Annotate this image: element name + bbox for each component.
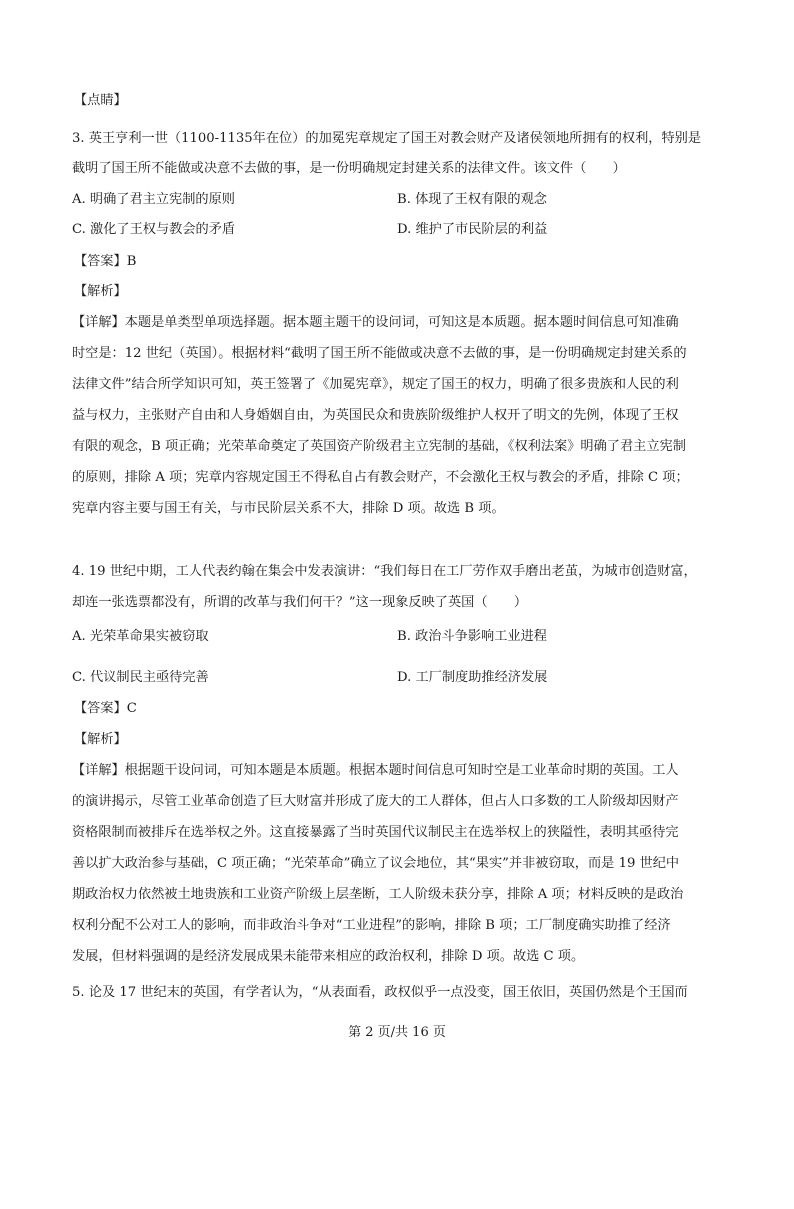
q3-detail-line-2: 时空是：12 世纪（英国）。根据材料“截明了国王所不能做或决意不去做的事，是一份明确规定封建关系的 [72,346,687,361]
q3-option-a: A. 明确了君主立宪制的原则 [72,192,235,207]
q3-detail-line-1: 【详解】本题是单类型单项选择题。据本题主题干的设问词，可知这是本质题。据本题时间信息可知准确 [72,315,679,330]
q4-detail-line-2: 的演讲揭示，尽管工业革命创造了巨大财富并形成了庞大的工人群体，但占人口多数的工人阶级却因财产 [72,794,679,809]
q3-option-c: C. 激化了王权与教会的矛盾 [72,222,236,237]
q3-stem-line-2: 截明了国王所不能做或决意不去做的事，是一份明确规定封建关系的法律文件。该文件（ ） [72,161,626,176]
q4-jiexi-label: 【解析】 [74,732,127,747]
q3-detail-line-3: 法律文件”结合所学知识可知，英王签署了《加冕宪章》，规定了国王的权力，明确了很多贵族和人民的利 [72,377,679,392]
q4-option-b: B. 政治斗争影响工业进程 [397,629,547,644]
q4-option-c: C. 代议制民主亟待完善 [72,670,209,685]
q3-detail-line-6: 的原则，排除 A 项；宪章内容规定国王不得私自占有教会财产，不会激化王权与教会的矛盾，排除 C 项； [72,470,689,485]
q4-answer: 【答案】C [74,701,137,716]
q3-answer: 【答案】B [74,254,137,269]
q4-detail-line-5: 期政治权力依然被土地贵族和工业资产阶级上层垄断，工人阶级未获分享，排除 A 项；材料反映的是政治 [72,887,684,902]
q3-detail-line-4: 益与权力，主张财产自由和人身婚姻自由，为英国民众和贵族阶级维护人权开了明文的先例，体现了王权 [72,408,679,423]
q4-option-d: D. 工厂制度助推经济发展 [397,670,548,685]
q3-option-d: D. 维护了市民阶层的利益 [397,222,548,237]
q4-detail-line-1: 【详解】根据题干设问词，可知本题是本质题。根据本题时间信息可知时空是工业革命时期的英国。工人 [72,763,679,778]
q3-stem-line-1: 3. 英王亨利一世（1100-1135年在位）的加冕宪章规定了国王对教会财产及诸侯领地所拥有的权利，特别是 [72,131,702,146]
q3-detail-line-5: 有限的观念，B 项正确；光荣革命奠定了英国资产阶级君主立宪制的基础，《权利法案》明确了君主立宪制 [72,439,686,454]
q4-detail-line-4: 善以扩大政治参与基础，C 项正确；“光荣革命”确立了议会地位，其“果实”并非被窃取，而是 19 世纪中 [72,856,680,871]
q3-detail-line-7: 宪章内容主要与国王有关，与市民阶层关系不大，排除 D 项。故选 B 项。 [72,501,505,516]
q3-jiexi-label: 【解析】 [74,284,127,299]
q5-stem-line-1: 5. 论及 17 世纪末的英国，有学者认为，“从表面看，政权似乎一点没变，国王依旧，英国仍然是个王国而 [72,985,688,1000]
page-footer: 第 2 页/共 16 页 [348,1025,446,1040]
q4-stem-line-2: 却连一张选票都没有，所谓的改革与我们何干？”这一现象反映了英国（ ） [72,595,528,610]
q4-detail-line-3: 资格限制而被排斥在选举权之外。这直接暴露了当时英国代议制民主在选举权上的狭隘性，表明其亟待完 [72,825,679,840]
q4-option-a: A. 光荣革命果实被窃取 [72,629,209,644]
q3-option-b: B. 体现了王权有限的观念 [397,192,547,207]
q4-stem-line-1: 4. 19 世纪中期，工人代表约翰在集会中发表演讲：“我们每日在工厂劳作双手磨出老茧，为城市创造财富， [72,564,697,579]
q4-detail-line-7: 发展，但材料强调的是经济发展成果未能带来相应的政治权利，排除 D 项。故选 C 项。 [72,949,585,964]
dianjing-label: 【点睛】 [74,93,127,108]
q4-detail-line-6: 权利分配不公对工人的影响，而非政治斗争对“工业进程”的影响，排除 B 项；工厂制度确实助推了经济 [72,918,671,933]
